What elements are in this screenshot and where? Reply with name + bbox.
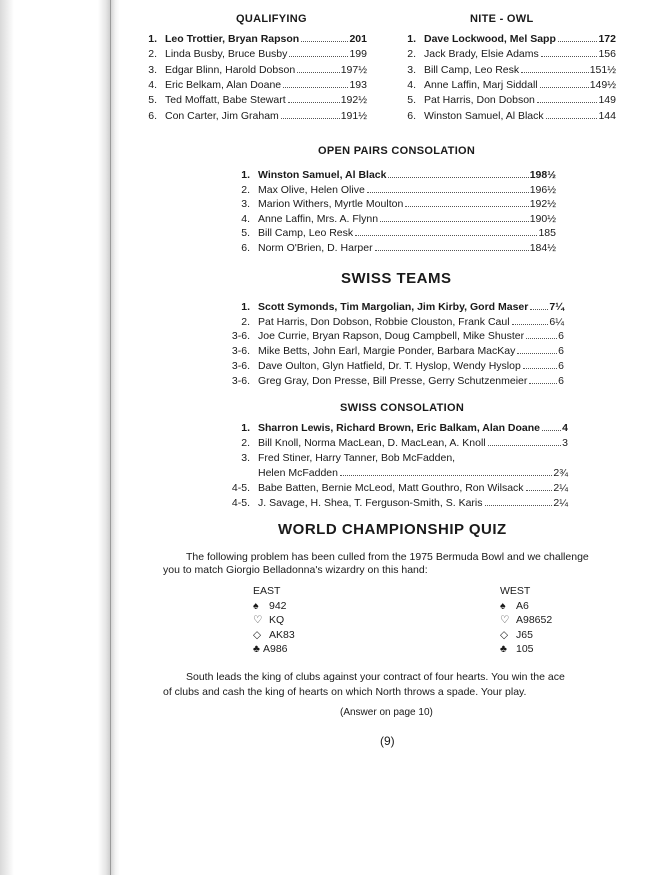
result-row (224, 345, 564, 357)
result-score: 192½ (529, 198, 556, 211)
result-score: 4 (562, 422, 568, 434)
nite-owl-title: NITE - OWL (470, 13, 534, 25)
result-score: 191½ (340, 109, 367, 122)
result-names: Mike Betts, John Earl, Margie Ponder, Barbara MacKay (258, 345, 516, 358)
leader-dots (530, 309, 548, 310)
result-score: 149 (598, 94, 616, 107)
result-score: 198½ (529, 169, 556, 181)
result-rank: 1. (241, 422, 250, 434)
result-score: 193 (349, 78, 367, 91)
result-rank: 3. (148, 63, 157, 76)
leader-dots (301, 41, 348, 42)
diamond-icon: ◇ (500, 628, 509, 641)
leader-dots (405, 206, 528, 207)
result-rank: 3. (241, 451, 250, 464)
result-names: Norm O'Brien, D. Harper (258, 242, 373, 254)
result-rank: 4. (241, 212, 250, 225)
result-score: 185 (538, 227, 556, 240)
leader-dots (297, 72, 340, 73)
east-spades: 942 (269, 599, 287, 612)
result-rank: 2. (241, 183, 250, 196)
result-rank: 3-6. (231, 359, 250, 372)
result-names: Helen McFadden (258, 466, 338, 479)
result-score: 2¾ (553, 466, 568, 479)
result-names: J. Savage, H. Shea, T. Ferguson-Smith, S. Karis (258, 496, 483, 509)
leader-dots (367, 192, 529, 193)
club-icon: ♣ (253, 643, 260, 655)
page-binding-fold (98, 0, 120, 875)
heart-icon: ♡ (253, 614, 263, 626)
binding-crease (110, 0, 111, 875)
diamond-icon: ◇ (253, 628, 262, 641)
result-rank: 4-5. (231, 481, 250, 494)
result-score: 156 (598, 48, 616, 61)
result-row (224, 452, 568, 464)
result-row (224, 422, 568, 434)
result-row (131, 79, 367, 91)
result-rank: 4. (148, 78, 157, 91)
result-names: Joe Currie, Bryan Rapson, Doug Campbell, Mike Shuster (258, 330, 525, 343)
result-rank: 3. (407, 63, 416, 76)
result-names: Sharron Lewis, Richard Brown, Eric Balkam, Alan Doane (258, 422, 541, 434)
result-row (224, 242, 556, 254)
leader-dots (281, 118, 340, 119)
result-score: 151½ (589, 63, 616, 76)
result-names: Max Olive, Helen Olive (258, 183, 365, 196)
quiz-intro-line-1: The following problem has been culled from the 1975 Bermuda Bowl and we challenge (186, 551, 589, 563)
leader-dots (558, 41, 598, 42)
result-score: 199 (349, 48, 367, 61)
quiz-problem-line-1: South leads the king of clubs against your contract of four hearts. You win the ace (186, 671, 565, 683)
result-rank: 6. (241, 242, 250, 254)
result-rank: 5. (241, 227, 250, 240)
result-score: 196½ (529, 183, 556, 196)
leader-dots (283, 87, 348, 88)
result-names: Edgar Blinn, Harold Dobson (165, 63, 296, 76)
result-rank: 3. (241, 198, 250, 211)
west-label: WEST (500, 585, 531, 597)
result-row (224, 360, 564, 372)
result-names: Greg Gray, Don Presse, Bill Presse, Gerry Schutzenmeier (258, 374, 528, 387)
result-score: 6¼ (549, 315, 564, 328)
result-rank: 4-5. (231, 496, 250, 509)
result-score: 6 (558, 359, 564, 372)
leader-dots (526, 490, 553, 491)
result-row (390, 94, 616, 106)
result-score: 144 (598, 109, 616, 122)
result-names: Babe Batten, Bernie McLeod, Matt Gouthro, Ron Wilsack (258, 481, 524, 494)
result-row (390, 64, 616, 76)
result-row (390, 79, 616, 91)
result-rank: 6. (407, 109, 416, 122)
result-rank: 3-6. (231, 374, 250, 387)
west-hand (500, 584, 552, 657)
result-row (390, 48, 616, 60)
result-score: 172 (598, 33, 616, 45)
result-row (224, 375, 564, 387)
result-score: 197½ (340, 63, 367, 76)
leader-dots (540, 87, 589, 88)
leader-dots (380, 221, 529, 222)
result-row (224, 198, 556, 210)
result-score: 184½ (529, 242, 556, 254)
result-names: Dave Oulton, Glyn Hatfield, Dr. T. Hyslop, Wendy Hyslop (258, 359, 521, 372)
result-row (131, 64, 367, 76)
west-diamonds: J65 (516, 628, 533, 641)
result-names: Linda Busby, Bruce Busby (165, 48, 288, 61)
result-names: Jack Brady, Elsie Adams (424, 48, 539, 61)
page-edge-shadow (0, 0, 14, 875)
result-names: Bill Camp, Leo Resk (424, 63, 520, 76)
result-score: 201 (349, 33, 367, 45)
leader-dots (340, 475, 552, 476)
result-rank: 4. (407, 78, 416, 91)
result-rank: 1. (241, 301, 250, 313)
result-row (131, 110, 367, 122)
leader-dots (288, 102, 340, 103)
result-names: Scott Symonds, Tim Margolian, Jim Kirby, Gord Maser (258, 301, 529, 313)
leader-dots (289, 56, 348, 57)
result-row (224, 482, 568, 494)
leader-dots (388, 177, 528, 178)
spade-icon: ♠ (500, 599, 506, 612)
result-score: 2¼ (553, 496, 568, 509)
leader-dots (485, 505, 553, 506)
east-label: EAST (253, 585, 281, 597)
east-clubs: A986 (263, 643, 288, 655)
result-rank: 5. (407, 94, 416, 107)
result-rank: 5. (148, 94, 157, 107)
leader-dots (355, 235, 537, 236)
result-names: Pat Harris, Don Dobson, Robbie Clouston, Frank Caul (258, 315, 510, 328)
page-number: (9) (380, 734, 395, 748)
west-spades: A6 (516, 599, 529, 612)
result-score: 149½ (589, 78, 616, 91)
result-names: Bill Camp, Leo Resk (258, 227, 354, 240)
result-row (131, 94, 367, 106)
result-row (224, 316, 564, 328)
result-row (224, 467, 568, 479)
result-row (224, 437, 568, 449)
result-row (224, 497, 568, 509)
result-names: Winston Samuel, Al Black (424, 109, 544, 122)
leader-dots (529, 383, 557, 384)
result-row (131, 33, 367, 45)
result-score: 6 (558, 374, 564, 387)
west-hearts: A98652 (516, 614, 553, 626)
result-score: 3 (562, 436, 568, 449)
leader-dots (488, 445, 562, 446)
result-names: Leo Trottier, Bryan Rapson (165, 33, 300, 45)
east-diamonds: AK83 (269, 628, 295, 641)
result-names: Fred Stiner, Harry Tanner, Bob McFadden, (258, 451, 456, 464)
open-pairs-consolation-title: OPEN PAIRS CONSOLATION (318, 145, 476, 157)
result-names: Anne Laffin, Mrs. A. Flynn (258, 212, 379, 225)
result-score: 7¼ (549, 301, 564, 313)
leader-dots (517, 353, 557, 354)
swiss-consolation-title: SWISS CONSOLATION (340, 402, 465, 414)
leader-dots (541, 56, 598, 57)
result-rank: 2. (407, 48, 416, 61)
result-row (390, 33, 616, 45)
west-clubs: 105 (516, 643, 534, 655)
result-rank: 2. (148, 48, 157, 61)
result-rank: 2. (241, 315, 250, 328)
result-rank: 1. (148, 33, 157, 45)
leader-dots (542, 430, 561, 431)
leader-dots (537, 102, 598, 103)
east-hearts: KQ (269, 614, 285, 626)
result-row (224, 169, 556, 181)
result-rank: 1. (241, 169, 250, 181)
result-names: Marion Withers, Myrtle Moulton (258, 198, 404, 211)
result-score: 2¼ (553, 481, 568, 494)
result-row (224, 227, 556, 239)
heart-icon: ♡ (500, 614, 510, 626)
leader-dots (526, 338, 557, 339)
result-rank: 3-6. (231, 345, 250, 358)
leader-dots (512, 324, 549, 325)
result-names: Pat Harris, Don Dobson (424, 94, 535, 107)
result-row (224, 184, 556, 196)
result-score: 190½ (529, 212, 556, 225)
result-names: Bill Knoll, Norma MacLean, D. MacLean, A. Knoll (258, 436, 486, 449)
leader-dots (375, 250, 529, 251)
result-score: 6 (558, 345, 564, 358)
east-hand (253, 584, 295, 657)
result-rank: 6. (148, 109, 157, 122)
result-score: 192½ (340, 94, 367, 107)
result-score: 6 (558, 330, 564, 343)
result-rank: 1. (407, 33, 416, 45)
result-names: Anne Laffin, Marj Siddall (424, 78, 538, 91)
result-rank: 3-6. (231, 330, 250, 343)
quiz-intro-line-2: you to match Giorgio Belladonna's wizardry on this hand: (163, 564, 428, 576)
result-row (390, 110, 616, 122)
result-names: Eric Belkam, Alan Doane (165, 78, 282, 91)
result-names: Dave Lockwood, Mel Sapp (424, 33, 556, 45)
result-row (131, 48, 367, 60)
quiz-problem-line-2: of clubs and cash the king of hearts on which North throws a spade. Your play. (163, 686, 527, 698)
result-names: Winston Samuel, Al Black (258, 169, 387, 181)
leader-dots (521, 72, 589, 73)
result-row (224, 330, 564, 342)
result-row (224, 301, 564, 313)
spade-icon: ♠ (253, 599, 259, 612)
result-names: Ted Moffatt, Babe Stewart (165, 94, 286, 107)
qualifying-title: QUALIFYING (236, 13, 307, 25)
answer-note: (Answer on page 10) (340, 707, 433, 718)
result-row (224, 213, 556, 225)
leader-dots (546, 118, 598, 119)
result-rank: 2. (241, 436, 250, 449)
result-names: Con Carter, Jim Graham (165, 109, 279, 122)
swiss-teams-title: SWISS TEAMS (341, 270, 452, 287)
leader-dots (523, 368, 557, 369)
club-icon: ♣ (500, 643, 507, 655)
quiz-title: WORLD CHAMPIONSHIP QUIZ (278, 521, 507, 538)
